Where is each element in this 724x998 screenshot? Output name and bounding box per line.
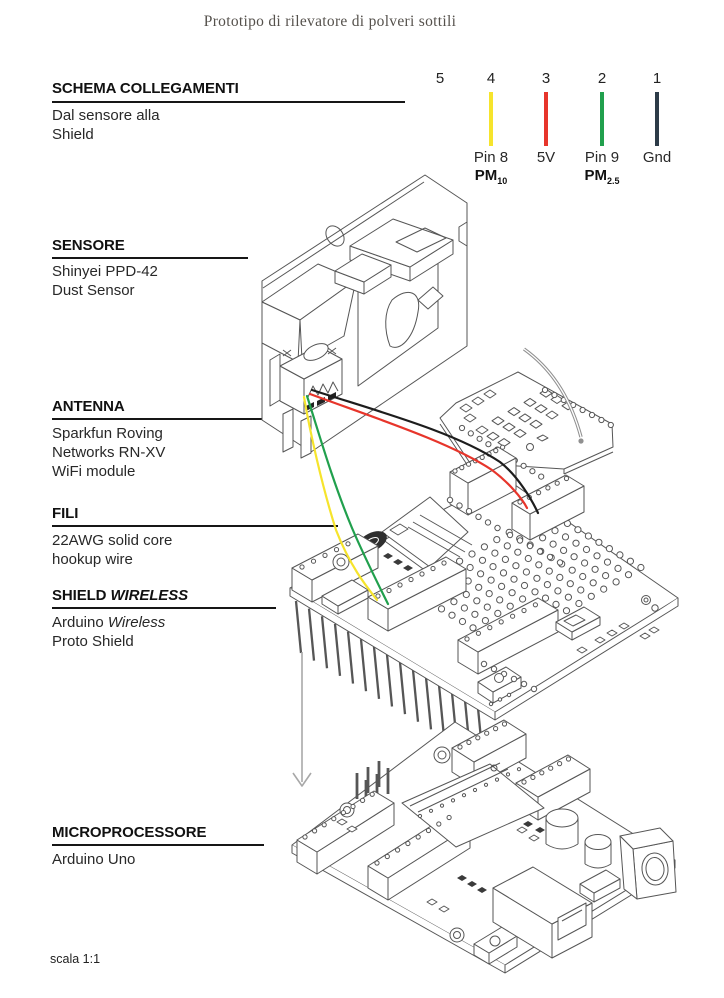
section-heading-sensore: SENSORE <box>52 237 125 254</box>
section-text-micro-1: Arduino Uno <box>52 851 136 868</box>
page-title: Prototipo di rilevatore di polveri sottili <box>203 13 457 30</box>
section-heading-schema: SCHEMA COLLEGAMENTI <box>52 80 239 97</box>
wire-number: 2 <box>597 70 607 87</box>
assembly-arrow <box>293 652 311 786</box>
wifi-module-drawing <box>440 349 613 479</box>
shield-line-regular: Arduino <box>52 614 104 631</box>
dust-sensor-drawing <box>262 175 467 458</box>
section-heading-fili: FILI <box>52 505 79 522</box>
section-text-fili-2: hookup wire <box>52 551 133 568</box>
wire-number: 3 <box>541 70 551 87</box>
proto-shield-drawing <box>290 445 678 760</box>
section-heading-antenna: ANTENNA <box>52 398 125 415</box>
wire-label: 5V <box>536 149 556 166</box>
wire-label: Gnd <box>642 149 672 166</box>
section-text-antenna-2: Networks RN-XV <box>52 444 166 461</box>
section-text-schema-1: Dal sensore alla <box>52 107 160 124</box>
wire-number: 1 <box>652 70 662 87</box>
section-heading-micro: MICROPROCESSORE <box>52 824 207 841</box>
wire-number: 5 <box>435 70 445 87</box>
section-text-sensore-1: Shinyei PPD-42 <box>52 263 158 280</box>
wire-label: Pin 8 <box>473 149 509 166</box>
section-text-antenna-3: WiFi module <box>52 463 136 480</box>
pm-text: PM <box>584 167 607 184</box>
shield-line-italic: Wireless <box>107 614 166 631</box>
wire-label: Pin 9 <box>584 149 620 166</box>
section-text-sensore-2: Dust Sensor <box>52 282 135 299</box>
section-text-antenna-1: Sparkfun Roving <box>52 425 163 442</box>
pm-subscript: 10 <box>497 176 508 186</box>
section-text-fili-1: 22AWG solid core <box>52 532 173 549</box>
arduino-uno-drawing <box>292 693 676 973</box>
shield-heading-main: SHIELD <box>52 587 107 604</box>
section-text-schema-2: Shield <box>52 126 94 143</box>
pm-subscript: 2.5 <box>606 176 620 186</box>
wire-number: 4 <box>486 70 496 87</box>
scale-label: scala 1:1 <box>50 952 101 966</box>
section-text-shield-2: Proto Shield <box>52 633 134 650</box>
shield-heading-italic: WIRELESS <box>110 587 189 604</box>
pm-text: PM <box>474 167 498 184</box>
